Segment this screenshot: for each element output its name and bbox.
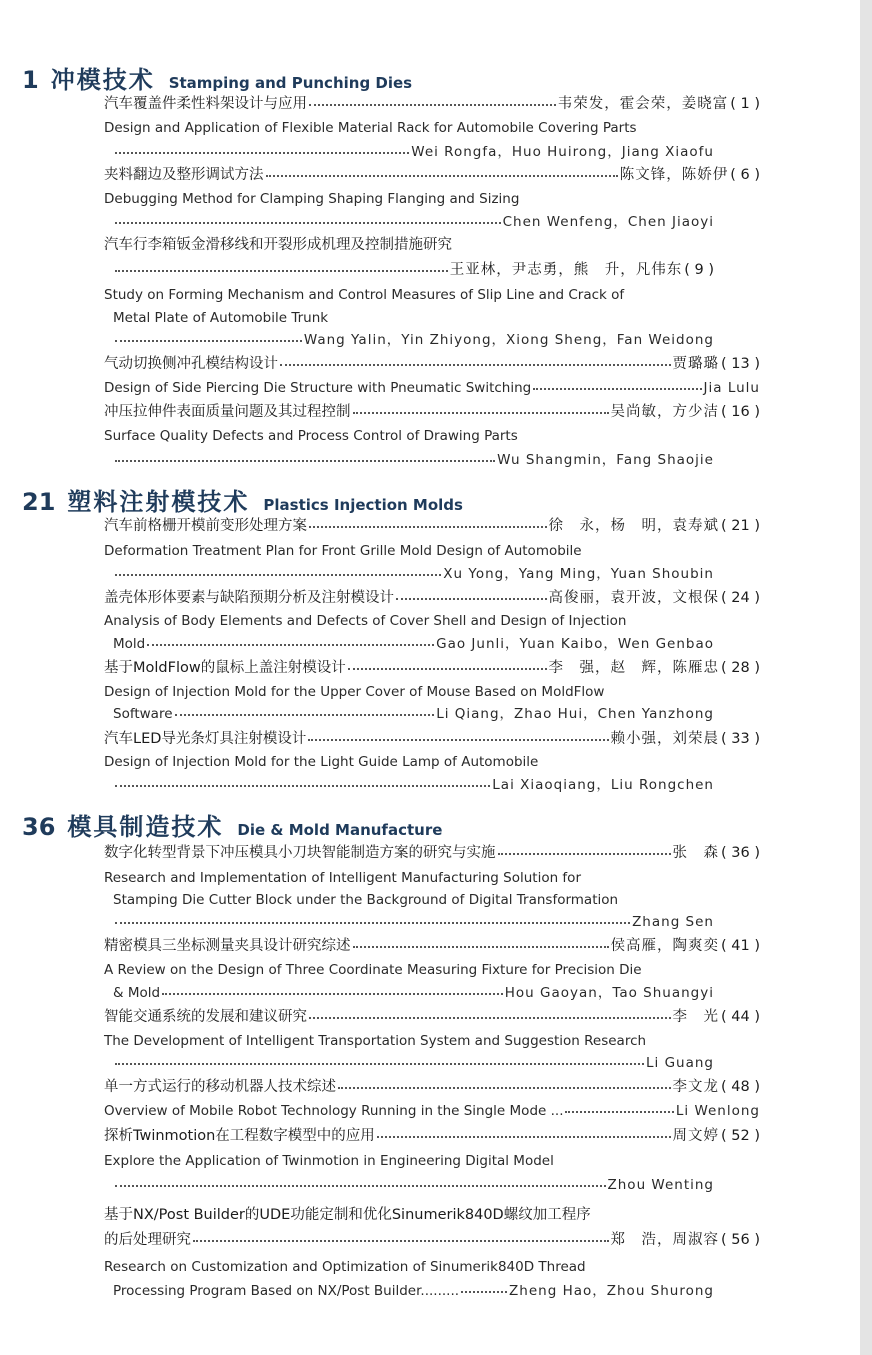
- entry-title: 精密模具三坐标测量夹具设计研究综述: [104, 938, 351, 954]
- entry-title: 基于MoldFlow的鼠标上盖注射模设计: [104, 660, 346, 676]
- entry-title: & Mold: [113, 985, 161, 1001]
- entry-title: Explore the Application of Twinmotion in Engineering Digital Model: [104, 1153, 554, 1169]
- toc-entry-line[interactable]: [104, 165, 760, 185]
- page-edge: [860, 0, 872, 1355]
- entry-authors: Hou Gaoyan，Tao Shuangyi: [504, 985, 714, 1001]
- leader-dots: [353, 402, 609, 416]
- leader-dots: [115, 212, 501, 226]
- toc-entry-line[interactable]: [104, 285, 760, 305]
- leader-dots: [266, 165, 618, 179]
- toc-entry-line[interactable]: [113, 1281, 714, 1301]
- toc-entry-line[interactable]: [113, 564, 714, 584]
- entry-authors: Lai Xiaoqiang，Liu Rongchen: [492, 777, 714, 793]
- toc-entry-line[interactable]: [104, 752, 760, 772]
- entry-authors: Zhang Sen: [632, 914, 714, 930]
- toc-entry-line[interactable]: [104, 1101, 760, 1121]
- leader-dots: [348, 658, 547, 672]
- entry-authors: 侯高雁，陶爽奕: [610, 938, 720, 954]
- entry-authors: 赖小强，刘荣晨: [610, 731, 720, 747]
- entry-title: 盖壳体形体要素与缺陷预期分析及注射模设计: [104, 590, 394, 606]
- entry-title: 冲压拉伸件表面质量问题及其过程控制: [104, 404, 351, 420]
- entry-page-number: ( 9 ): [684, 262, 714, 278]
- toc-entry-line[interactable]: [104, 189, 760, 209]
- entry-page-number: ( 36 ): [721, 845, 760, 861]
- entry-authors: Wei Rongfa，Huo Huirong，Jiang Xiaofu: [411, 144, 714, 160]
- leader-dots: [162, 983, 503, 997]
- section-title-en: Plastics Injection Molds: [263, 496, 463, 514]
- entry-title: Research on Customization and Optimization of Sinumerik840D Thread: [104, 1259, 586, 1275]
- leader-dots: [280, 354, 671, 368]
- toc-entry-line[interactable]: [104, 843, 760, 863]
- toc-entry-line[interactable]: [113, 912, 714, 932]
- entry-authors: 周文婷: [672, 1128, 720, 1144]
- section-title-cn: 冲模技术: [50, 66, 155, 94]
- toc-entry-line[interactable]: [104, 868, 760, 888]
- leader-dots: [115, 450, 495, 464]
- section-title-cn: 塑料注射模技术: [67, 488, 250, 516]
- leader-dots: [396, 588, 547, 602]
- entry-authors: Wu Shangmin，Fang Shaojie: [497, 452, 714, 468]
- entry-page-number: ( 56 ): [721, 1232, 760, 1248]
- entry-title: Debugging Method for Clamping Shaping Flanging and Sizing: [104, 191, 520, 207]
- entry-page-number: ( 6 ): [730, 167, 760, 183]
- toc-entry-line[interactable]: [104, 354, 760, 374]
- toc-entry-line[interactable]: [113, 775, 714, 795]
- entry-page-number: ( 44 ): [721, 1009, 760, 1025]
- entry-title: Processing Program Based on NX/Post Builder.........: [113, 1283, 460, 1299]
- toc-entry-line[interactable]: [113, 890, 714, 910]
- toc-entry-line[interactable]: [104, 426, 760, 446]
- leader-dots: [175, 704, 435, 718]
- leader-dots: [147, 634, 434, 648]
- leader-dots: [308, 729, 608, 743]
- leader-dots: [193, 1230, 609, 1244]
- entry-page-number: ( 1 ): [730, 96, 760, 112]
- toc-entry-line[interactable]: [104, 378, 760, 398]
- entry-title: Research and Implementation of Intelligent Manufacturing Solution for: [104, 870, 581, 886]
- toc-entry-line[interactable]: [104, 658, 760, 678]
- entry-title: Deformation Treatment Plan for Front Grille Mold Design of Automobile: [104, 543, 582, 559]
- entry-page-number: ( 16 ): [721, 404, 760, 420]
- entry-title: 数字化转型背景下冲压模具小刀块智能制造方案的研究与实施: [104, 845, 496, 861]
- entry-authors: 王亚林，尹志勇，熊 升，凡伟东: [449, 262, 683, 278]
- toc-entry-line[interactable]: [113, 983, 714, 1003]
- toc-entry-line[interactable]: [113, 260, 714, 280]
- entry-title: A Review on the Design of Three Coordinate Measuring Fixture for Precision Die: [104, 962, 642, 978]
- section-heading: [22, 60, 412, 95]
- leader-dots: [115, 1175, 606, 1189]
- entry-page-number: ( 48 ): [721, 1079, 760, 1095]
- entry-title: Design of Injection Mold for the Upper Cover of Mouse Based on MoldFlow: [104, 684, 605, 700]
- entry-title: 探析Twinmotion在工程数字模型中的应用: [104, 1128, 375, 1144]
- section-number: 1: [22, 66, 39, 94]
- toc-entry-line[interactable]: [104, 960, 760, 980]
- toc-entry-line[interactable]: [104, 1151, 760, 1171]
- leader-dots: [115, 330, 302, 344]
- entry-page-number: ( 33 ): [721, 731, 760, 747]
- toc-entry-line[interactable]: [104, 682, 760, 702]
- toc-entry-line[interactable]: [104, 936, 760, 956]
- leader-dots: [115, 564, 441, 578]
- toc-entry-line[interactable]: [104, 402, 760, 422]
- entry-title: The Development of Intelligent Transportation System and Suggestion Research: [104, 1033, 647, 1049]
- leader-dots: [377, 1126, 671, 1140]
- entry-title: Mold: [113, 636, 146, 652]
- section-title-cn: 模具制造技术: [67, 813, 224, 841]
- entry-authors: 李 光: [672, 1009, 720, 1025]
- entry-title: 的后处理研究: [104, 1232, 191, 1248]
- entry-authors: 高俊丽，袁开波，文根保: [548, 590, 720, 606]
- toc-entry-line[interactable]: [113, 634, 714, 654]
- toc-entry-line[interactable]: [113, 330, 714, 350]
- entry-authors: 张 森: [672, 845, 720, 861]
- entry-page-number: ( 52 ): [721, 1128, 760, 1144]
- toc-entry-line[interactable]: [104, 118, 760, 138]
- entry-page-number: ( 28 ): [721, 660, 760, 676]
- leader-dots: [115, 1053, 644, 1067]
- entry-title: Study on Forming Mechanism and Control Measures of Slip Line and Crack of: [104, 287, 625, 303]
- leader-dots: [115, 775, 490, 789]
- entry-title: 汽车LED导光条灯具注射模设计: [104, 731, 307, 747]
- toc-entry-line[interactable]: [104, 1230, 760, 1250]
- toc-entry-line[interactable]: [113, 142, 714, 162]
- entry-authors: 李文龙: [672, 1079, 720, 1095]
- entry-authors: 徐 永，杨 明，袁寿斌: [548, 518, 720, 534]
- toc-entry-line[interactable]: [104, 94, 760, 114]
- entry-authors: Jia Lulu: [703, 380, 760, 396]
- entry-title: Metal Plate of Automobile Trunk: [113, 310, 329, 326]
- entry-title: Analysis of Body Elements and Defects of Cover Shell and Design of Injection: [104, 613, 627, 629]
- leader-dots: [309, 94, 556, 108]
- toc-entry-line[interactable]: [104, 611, 760, 631]
- section-number: 36: [22, 813, 56, 841]
- toc-entry-line[interactable]: [104, 1077, 760, 1097]
- entry-title: Surface Quality Defects and Process Control of Drawing Parts: [104, 428, 518, 444]
- entry-authors: 韦荣发，霍会荣，姜晓富: [557, 96, 729, 112]
- leader-dots: [309, 1007, 671, 1021]
- entry-title: Software: [113, 706, 173, 722]
- toc-entry-line[interactable]: [113, 212, 714, 232]
- leader-dots: [115, 912, 630, 926]
- leader-dots: [565, 1101, 673, 1115]
- entry-authors: 吴尚敏，方少洁: [610, 404, 720, 420]
- section-title-en: Stamping and Punching Dies: [168, 74, 413, 92]
- toc-entry-line[interactable]: [104, 729, 760, 749]
- entry-title: 汽车覆盖件柔性料架设计与应用: [104, 96, 307, 112]
- leader-dots: [498, 843, 671, 857]
- entry-authors: Zheng Hao，Zhou Shurong: [509, 1283, 714, 1299]
- leader-dots: [338, 1077, 671, 1091]
- entry-title: Design of Side Piercing Die Structure with Pneumatic Switching: [104, 380, 532, 396]
- leader-dots: [115, 142, 409, 156]
- entry-page-number: ( 13 ): [721, 356, 760, 372]
- entry-authors: Chen Wenfeng，Chen Jiaoyi: [502, 214, 714, 230]
- toc-entry-line[interactable]: [104, 1257, 760, 1277]
- toc-entry-line[interactable]: [113, 704, 714, 724]
- leader-dots: [115, 260, 448, 274]
- leader-dots: [353, 936, 609, 950]
- section-title-en: Die & Mold Manufacture: [237, 821, 443, 839]
- entry-authors: Li Qiang，Zhao Hui，Chen Yanzhong: [436, 706, 714, 722]
- toc-entry-line[interactable]: [104, 588, 760, 608]
- entry-title: 基于NX/Post Builder的UDE功能定制和优化Sinumerik840D螺纹加工程序: [104, 1207, 591, 1223]
- leader-dots: [309, 516, 547, 530]
- entry-page-number: ( 21 ): [721, 518, 760, 534]
- toc-entry-line[interactable]: [104, 1205, 760, 1225]
- entry-page-number: ( 24 ): [721, 590, 760, 606]
- entry-page-number: ( 41 ): [721, 938, 760, 954]
- entry-title: 汽车行李箱钣金滑移线和开裂形成机理及控制措施研究: [104, 237, 452, 253]
- toc-entry-line[interactable]: [104, 1031, 760, 1051]
- entry-title: 单一方式运行的移动机器人技术综述: [104, 1079, 336, 1095]
- entry-authors: 李 强，赵 辉，陈雁忠: [548, 660, 720, 676]
- entry-authors: Zhou Wenting: [607, 1177, 714, 1193]
- entry-authors: Wang Yalin，Yin Zhiyong，Xiong Sheng，Fan Weidong: [303, 332, 714, 348]
- leader-dots: [461, 1281, 507, 1295]
- section-heading: [22, 807, 442, 842]
- entry-authors: Li Wenlong: [675, 1103, 760, 1119]
- entry-title: Design and Application of Flexible Material Rack for Automobile Covering Parts: [104, 120, 637, 136]
- toc-entry-line[interactable]: [113, 308, 714, 328]
- section-number: 21: [22, 488, 56, 516]
- entry-title: 汽车前格栅开模前变形处理方案: [104, 518, 307, 534]
- entry-authors: 陈文锋，陈娇伊: [619, 167, 729, 183]
- entry-authors: Li Guang: [646, 1055, 714, 1071]
- entry-title: 夹料翻边及整形调试方法: [104, 167, 264, 183]
- toc-entry-line[interactable]: [104, 1126, 760, 1146]
- toc-entry-line[interactable]: [113, 1175, 714, 1195]
- toc-entry-line[interactable]: [113, 1053, 714, 1073]
- toc-entry-line[interactable]: [104, 235, 760, 255]
- entry-authors: 郑 浩，周淑容: [610, 1232, 720, 1248]
- entry-authors: Xu Yong，Yang Ming，Yuan Shoubin: [443, 566, 714, 582]
- entry-title: Overview of Mobile Robot Technology Running in the Single Mode ...: [104, 1103, 564, 1119]
- toc-entry-line[interactable]: [104, 516, 760, 536]
- toc-entry-line[interactable]: [104, 1007, 760, 1027]
- section-heading: [22, 482, 463, 517]
- toc-entry-line[interactable]: [113, 450, 714, 470]
- toc-entry-line[interactable]: [104, 541, 760, 561]
- entry-title: 气动切换侧冲孔模结构设计: [104, 356, 278, 372]
- entry-title: Design of Injection Mold for the Light Guide Lamp of Automobile: [104, 754, 539, 770]
- entry-title: Stamping Die Cutter Block under the Background of Digital Transformation: [113, 892, 619, 908]
- entry-authors: Gao Junli，Yuan Kaibo，Wen Genbao: [436, 636, 714, 652]
- leader-dots: [533, 378, 701, 392]
- entry-title: 智能交通系统的发展和建议研究: [104, 1009, 307, 1025]
- entry-authors: 贾璐璐: [672, 356, 720, 372]
